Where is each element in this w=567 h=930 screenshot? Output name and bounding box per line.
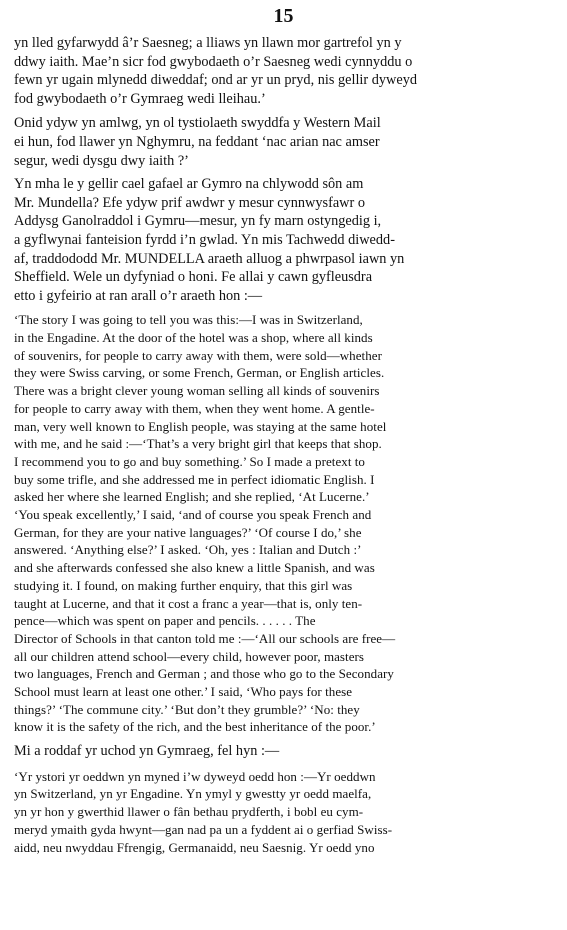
quote-welsh	[14, 768, 553, 857]
text-line: aidd, neu nwyddau Ffrengig, Germanaidd, neu Saesnig. Yr oedd yno	[14, 839, 375, 855]
text-line: they were Swiss carving, or some French, German, or English articles.	[14, 365, 385, 381]
text-line: Director of Schools in that canton told me :—‘All our schools are free—	[14, 630, 396, 646]
text-line: ddwy iaith. Mae’n sicr fod gwybodaeth o’r Saesneg wedi cynnyddu o	[14, 53, 413, 70]
text-line: meryd ymaith gyda hwynt—gan nad pa un a fyddent ai o gerfiad Swiss-	[14, 821, 393, 837]
text-line: things?’ ‘The commune city.’ ‘But don’t they grumble?’ ‘No: they	[14, 701, 360, 717]
text-line: a gyflwynai fanteision fyrdd i’n gwlad. Yn mis Tachwedd diwedd-	[14, 231, 395, 248]
text-line: two languages, French and German ; and those who go to the Secondary	[14, 666, 394, 682]
text-line: af, traddododd Mr. MUNDELLA araeth alluog a phwrpasol iawn yn	[14, 250, 405, 267]
text-line: fod gwybodaeth o’r Gymraeg wedi lleihau.’	[14, 90, 266, 107]
text-line: and she afterwards confessed she also knew a little Spanish, and was	[14, 560, 375, 576]
text-line: know it is the safety of the rich, and the best inheritance of the poor.’	[14, 719, 376, 735]
quote-english	[14, 311, 553, 736]
paragraph-welsh-4	[14, 742, 553, 761]
text-line: German, for they are your native languages?’ ‘Of course I do,’ she	[14, 524, 362, 540]
text-line: with me, and he said :—‘That’s a very bright girl that keeps that shop.	[14, 436, 382, 452]
text-line: studying it. I found, on making further enquiry, that this girl was	[14, 577, 353, 593]
text-line: Sheffield. Wele un dyfyniad o honi. Fe allai y cawn gyfleusdra	[14, 269, 373, 286]
text-line: all our children attend school—every child, however poor, masters	[14, 648, 365, 664]
page-number: 15	[273, 5, 294, 27]
text-line: Yn mha le y gellir cael gafael ar Gymro na chlywodd sôn am	[14, 176, 364, 193]
text-line: yn Switzerland, yn yr Engadine. Yn ymyl y gwestty yr oedd maelfa,	[14, 786, 372, 802]
text-line: segur, wedi dysgu dwy iaith ?’	[14, 152, 189, 169]
text-line: Onid ydyw yn amlwg, yn ol tystiolaeth swyddfa y Western Mail	[14, 115, 381, 132]
text-line: yn lled gyfarwydd â’r Saesneg; a lliaws yn llawn mor gartrefol yn y	[14, 35, 402, 51]
text-line: man, very well known to English people, was staying at the same hotel	[14, 418, 387, 434]
paragraph-welsh-2	[14, 114, 553, 170]
text-line: pence—which was spent on paper and pencils. . . . . . The	[14, 613, 316, 629]
text-line: ‘Yr ystori yr oeddwn yn myned i’w dyweyd oedd hon :—Yr oeddwn	[14, 768, 376, 784]
text-line: ‘You speak excellently,’ I said, ‘and of course you speak French and	[14, 507, 372, 523]
text-line: School must learn at least one other.’ I said, ‘Who pays for these	[14, 684, 353, 700]
text-line: There was a bright clever young woman selling all kinds of souvenirs	[14, 383, 380, 399]
text-line: yn yr hon y gwerthid llawer o fân bethau prydferth, i bobl eu cym-	[14, 804, 364, 820]
text-line: ‘The story I was going to tell you was this:—I was in Switzerland,	[14, 312, 363, 328]
text-line: Mr. Mundella? Efe ydyw prif awdwr y mesur cynnwysfawr o	[14, 194, 365, 211]
text-line: for people to carry away with them, when they went home. A gentle-	[14, 400, 375, 416]
paragraph-welsh-1	[14, 34, 553, 108]
text-line: etto i gyfeirio at ran arall o’r araeth hon :—	[14, 287, 263, 304]
text-line: taught at Lucerne, and that it cost a franc a year—that is, only ten-	[14, 595, 363, 611]
text-line: ei hun, fod llawer yn Nghymru, na feddant ‘nac arian nac amser	[14, 133, 380, 150]
text-line: in the Engadine. At the door of the hotel was a shop, where all kinds	[14, 330, 373, 346]
text-line: of souvenirs, for people to carry away with them, were sold—whether	[14, 347, 382, 363]
text-line: asked her where she learned English; and she replied, ‘At Lucerne.’	[14, 489, 370, 505]
text-line: Mi a roddaf yr uchod yn Gymraeg, fel hyn :—	[14, 743, 280, 760]
text-line: Addysg Ganolraddol i Gymru—mesur, yn fy marn ostyngedig i,	[14, 213, 382, 230]
text-line: I recommend you to go and buy something.’ So I made a pretext to	[14, 453, 365, 469]
text-line: buy some trifle, and she addressed me in perfect idiomatic English. I	[14, 471, 375, 487]
paragraph-welsh-3	[14, 175, 553, 305]
text-line: answered. ‘Anything else?’ I asked. ‘Oh, yes : Italian and Dutch :’	[14, 542, 362, 558]
text-line: fewn yr ugain mlynedd diweddaf; ond ar yr un pryd, nis gellir dyweyd	[14, 72, 418, 89]
